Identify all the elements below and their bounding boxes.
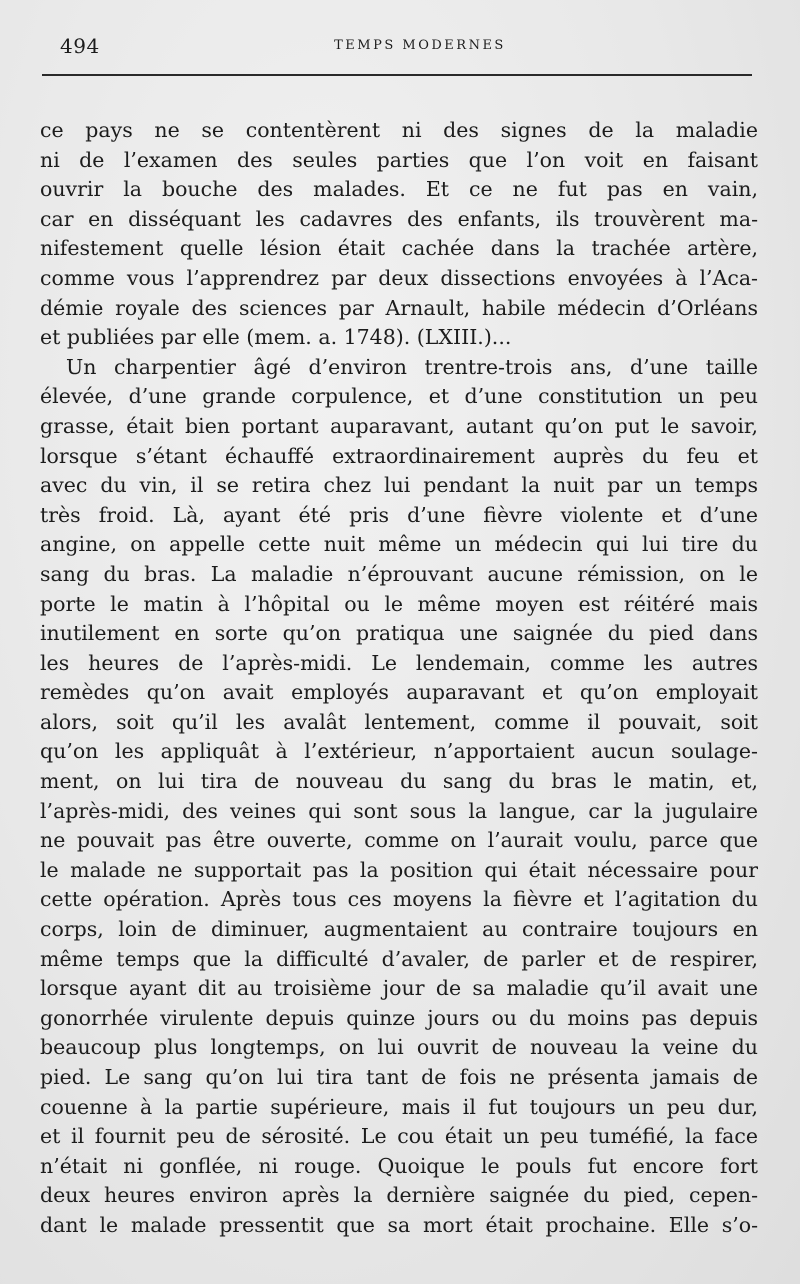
text-line: ce pays ne se contentèrent ni des signes de la maladie [40, 118, 758, 142]
page-number: 494 [60, 34, 100, 58]
text-line: très froid. Là, ayant été pris d’une fièvre violente et d’une [40, 502, 758, 527]
text-line: démie royale des sciences par Arnault, habile médecin d’Orléans [40, 295, 758, 320]
text-line: lorsque s’étant échauffé extraordinairement auprès du feu et [40, 443, 758, 468]
text-line: sang du bras. La maladie n’éprouvant aucune rémission, on le [40, 561, 758, 586]
text-line: car en disséquant les cadavres des enfants, ils trouvèrent ma- [40, 206, 758, 231]
text-line: l’après-midi, des veines qui sont sous la langue, car la jugulaire [40, 798, 758, 823]
text-line: corps, loin de diminuer, augmentaient au contraire toujours en [40, 917, 758, 942]
text-line: porte le matin à l’hôpital ou le même moyen est réitéré mais [40, 591, 758, 616]
text-line: et publiées par elle (mem. a. 1748). (LXIII.)... [40, 325, 512, 350]
text-line: ment, on lui tira de nouveau du sang du bras le matin, et, [40, 769, 758, 794]
text-line: deux heures environ après la dernière saignée du pied, cepen- [40, 1183, 758, 1208]
text-line: couenne à la partie supérieure, mais il fut toujours un peu dur, [40, 1094, 758, 1119]
page-header [60, 30, 750, 64]
text-line: pied. Le sang qu’on lui tira tant de fois ne présenta jamais de [40, 1065, 758, 1089]
text-line: lorsque ayant dit au troisième jour de sa maladie qu’il avait une [40, 976, 758, 1001]
running-title: TEMPS MODERNES [334, 38, 506, 53]
text-line: qu’on les appliquât à l’extérieur, n’apportaient aucun soulage- [40, 739, 758, 764]
text-line: beaucoup plus longtemps, on lui ouvrit de nouveau la veine du [40, 1035, 758, 1060]
text-line: grasse, était bien portant auparavant, autant qu’on put le savoir, [40, 413, 758, 438]
text-line: alors, soit qu’il les avalât lentement, comme il pouvait, soit [40, 709, 758, 734]
text-line: dant le malade pressentit que sa mort était prochaine. Elle s’o- [40, 1212, 758, 1237]
text-line: avec du vin, il se retira chez lui pendant la nuit par un temps [40, 473, 758, 498]
header-rule [42, 74, 752, 76]
text-line: angine, on appelle cette nuit même un médecin qui lui tire du [40, 532, 758, 557]
text-line: cette opération. Après tous ces moyens la fièvre et l’agitation du [40, 887, 758, 912]
text-line: ni de l’examen des seules parties que l’on voit en faisant [40, 147, 758, 172]
text-line: même temps que la difficulté d’avaler, de parler et de respirer, [40, 946, 758, 971]
text-line: les heures de l’après-midi. Le lendemain, comme les autres [40, 650, 758, 675]
body-text [40, 116, 758, 1241]
text-line: ne pouvait pas être ouverte, comme on l’aurait voulu, parce que [40, 828, 758, 853]
text-line: gonorrhée virulente depuis quinze jours ou du moins pas depuis [40, 1005, 758, 1030]
text-line: n’était ni gonflée, ni rouge. Quoique le pouls fut encore fort [40, 1153, 758, 1178]
text-line: nifestement quelle lésion était cachée dans la trachée artère, [40, 236, 758, 261]
paragraph-first-line: Un charpentier âgé d’environ trentre-trois ans, d’une taille [66, 354, 758, 379]
text-line: le malade ne supportait pas la position qui était nécessaire pour [40, 857, 758, 882]
text-line: élevée, d’une grande corpulence, et d’une constitution un peu [40, 384, 758, 409]
text-line: comme vous l’apprendrez par deux dissections envoyées à l’Aca- [40, 265, 758, 290]
text-line: inutilement en sorte qu’on pratiqua une saignée du pied dans [40, 621, 758, 646]
text-line: ouvrir la bouche des malades. Et ce ne fut pas en vain, [40, 177, 758, 202]
text-line: et il fournit peu de sérosité. Le cou était un peu tuméfié, la face [40, 1124, 758, 1149]
text-line: remèdes qu’on avait employés auparavant et qu’on employait [40, 680, 758, 705]
